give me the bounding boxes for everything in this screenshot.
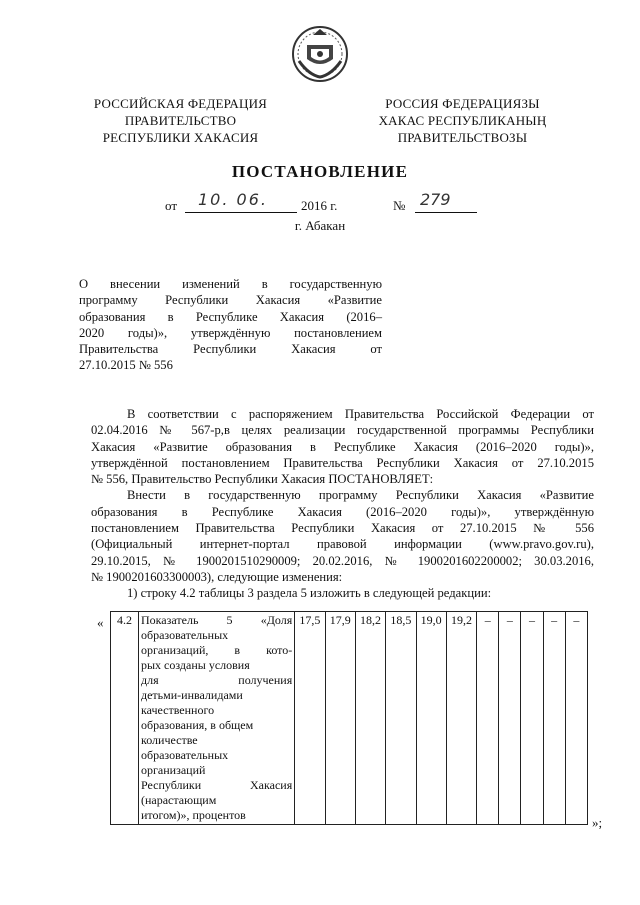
body-paragraph-2-line: (Официальный интернет-портал правовой информации (www.pravo.gov.ru), [91, 537, 594, 552]
body-paragraph-2-line: № 1900201603300003), следующие изменения: [91, 569, 343, 584]
date-prefix: от [165, 198, 178, 213]
number-prefix: № [393, 198, 406, 213]
handwritten-number: 279 [420, 190, 451, 209]
indicator-table-row [110, 611, 588, 825]
body-paragraph-2-line: Внести в государственную программу Республики Хакасия «Развитие [127, 488, 594, 503]
dash-cell: – [499, 612, 521, 825]
dash-cell: – [565, 612, 587, 825]
body-paragraph-1-line: В соответствии с распоряжением Правительства Российской Федерации от [127, 407, 594, 421]
number-underline [415, 212, 477, 213]
date-underline [185, 212, 297, 213]
header-russian [78, 95, 283, 146]
republic-of-khakassia-coat-of-arms-icon [289, 25, 351, 83]
header-left-line-3: РЕСПУБЛИКИ ХАКАСИЯ [102, 130, 259, 145]
preamble-line: Правительства Республики Хакасия от [79, 342, 382, 357]
body-paragraph-1-line: № 556, Правительство Республики Хакасия ПОСТАНОВЛЯЕТ: [91, 472, 434, 487]
date-number-line [165, 190, 495, 216]
header-right-line-3: ПРАВИТЕЛЬСТВОЗЫ [397, 130, 528, 145]
header-left-line-2: ПРАВИТЕЛЬСТВО [124, 113, 237, 128]
indicator-line: организаций, в кото- [140, 643, 293, 657]
indicator-line: рых созданы условия [140, 658, 250, 672]
indicator-line: образования, в общем [140, 718, 254, 732]
body-paragraph-2-line: 29.10.2015, № 1900201510290009; 20.02.2016, № 1900201602200002; 30.03.2016, [91, 553, 594, 568]
indicator-cell [138, 612, 294, 825]
preamble-line: 2020 годы)», утверждённую постановлением [79, 325, 382, 340]
handwritten-date: 10. 06. [198, 190, 268, 209]
indicator-line: Показатель 5 «Доля [140, 613, 293, 627]
value-cell-2019: 18,5 [386, 612, 416, 825]
indicator-line: организаций [140, 763, 206, 777]
dash-cell: – [543, 612, 565, 825]
value-cell-2020: 19,0 [416, 612, 446, 825]
indicator-line: образовательных [140, 748, 229, 762]
value-cell-2016: 17,5 [295, 612, 325, 825]
document-title: ПОСТАНОВЛЕНИЕ [231, 162, 409, 181]
header-khakas [360, 95, 565, 146]
dash-cell: – [477, 612, 499, 825]
year-suffix: 2016 г. [301, 198, 338, 213]
indicator-line: детьми-инвалидами [140, 688, 243, 702]
dash-cell: – [521, 612, 543, 825]
indicator-line: для получения [140, 673, 293, 687]
body-paragraph-1-line: утверждённой постановлением Правительства Республики Хакасия от 27.10.2015 [91, 455, 594, 470]
body-paragraph-2-line: образования в Республике Хакасия (2016–2020 годы)», утверждённую [91, 504, 594, 519]
indicator-line: качественного [140, 703, 215, 717]
body-paragraph-1-line: 02.04.2016 № 567-р,в целях реализации государственной программы Республики [91, 423, 594, 438]
body-paragraph-3-line: 1) строку 4.2 таблицы 3 раздела 5 изложить в следующей редакции: [127, 586, 492, 601]
preamble-line: О внесении изменений в государственную [79, 277, 382, 291]
preamble-line: программу Республики Хакасия «Развитие [79, 293, 382, 308]
table-quote-close: »; [592, 815, 603, 830]
document-body [91, 406, 594, 602]
indicator-line: Республики Хакасия [140, 778, 293, 792]
preamble [79, 276, 382, 374]
city: г. Абакан [294, 218, 346, 233]
header-right-line-1: РОССИЯ ФЕДЕРАЦИЯЗЫ [385, 96, 540, 111]
value-cell-2018: 18,2 [355, 612, 385, 825]
preamble-line: 27.10.2015 № 556 [79, 358, 173, 373]
header-right-line-2: ХАКАС РЕСПУБЛИКАНЫҢ [378, 113, 547, 128]
indicator-line: образовательных [140, 628, 229, 642]
table-quote-open: « [97, 615, 104, 630]
preamble-line: образования в Республике Хакасия (2016– [79, 309, 382, 324]
row-number-cell: 4.2 [111, 612, 139, 825]
value-cell-2017: 17,9 [325, 612, 355, 825]
indicator-line: количестве [140, 733, 198, 747]
body-paragraph-1-line: Хакасия «Развитие образования в Республике Хакасия (2016–2020 годы)», [91, 439, 594, 454]
header-left-line-1: РОССИЙСКАЯ ФЕДЕРАЦИЯ [93, 96, 268, 111]
table-row [111, 612, 588, 825]
indicator-line: (нарастающим [140, 793, 217, 807]
value-cell-6: 19,2 [446, 612, 476, 825]
body-paragraph-2-line: постановлением Правительства Республики Хакасия от 27.10.2015 № 556 [91, 521, 594, 536]
indicator-line: итогом)», процентов [140, 808, 246, 822]
